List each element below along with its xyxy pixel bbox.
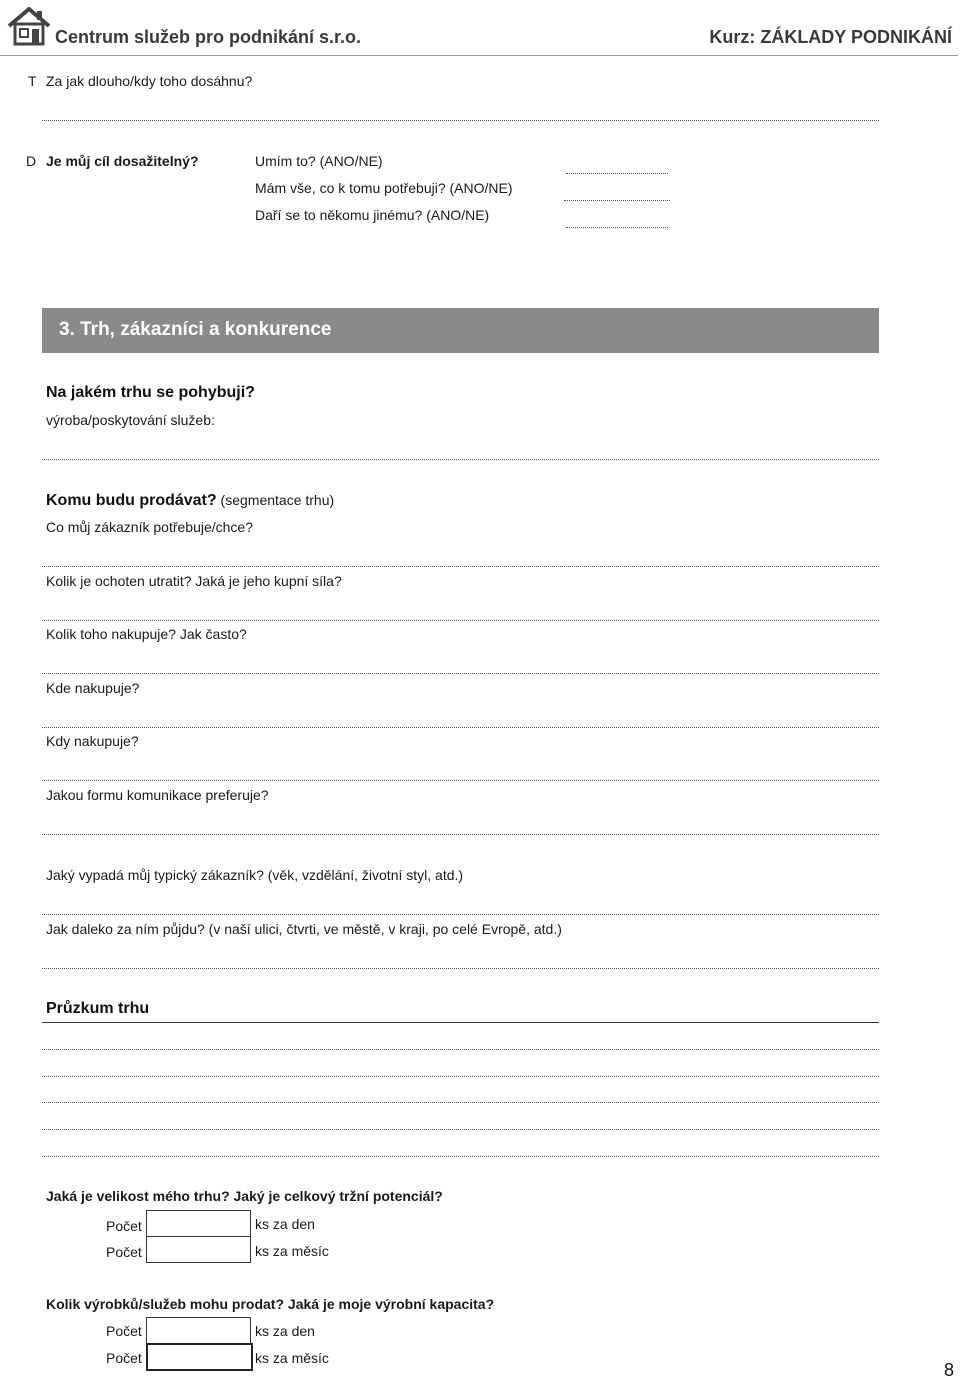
answer-line-when[interactable] bbox=[42, 780, 879, 781]
house-logo-icon bbox=[6, 5, 52, 47]
company-name: Centrum služeb pro podnikání s.r.o. bbox=[55, 27, 362, 47]
answer-line-where[interactable] bbox=[42, 727, 879, 728]
answer-line-needs[interactable] bbox=[42, 566, 879, 567]
unit-size-day: ks za den bbox=[255, 1216, 315, 1232]
section-heading-band bbox=[42, 308, 879, 353]
check-others-succeed: Daří se to někomu jinému? (ANO/NE) bbox=[255, 207, 490, 223]
customer-question-where: Kde nakupuje? bbox=[46, 680, 140, 696]
answer-line-research-4[interactable] bbox=[42, 1129, 879, 1130]
customer-question-needs: Co můj zákazník potřebuje/chce? bbox=[46, 519, 253, 535]
answer-line-how-far[interactable] bbox=[42, 968, 879, 969]
count-label-capacity-day: Počet bbox=[106, 1323, 142, 1339]
answer-line-typical-customer[interactable] bbox=[42, 914, 879, 915]
typical-customer-question: Jaký vypadá můj typický zákazník? (věk, vzdělání, životní styl, atd.) bbox=[46, 867, 464, 883]
answer-line-research-1[interactable] bbox=[42, 1049, 879, 1050]
course-title: Kurz: ZÁKLADY PODNIKÁNÍ bbox=[709, 27, 952, 47]
smart-t-question: Za jak dlouho/kdy toho dosáhnu? bbox=[46, 73, 253, 89]
unit-size-month: ks za měsíc bbox=[255, 1243, 329, 1259]
size-per-day-field[interactable] bbox=[146, 1210, 251, 1237]
sell-heading: Komu budu prodávat? bbox=[46, 492, 217, 509]
check-have-all: Mám vše, co k tomu potřebuji? (ANO/NE) bbox=[255, 180, 513, 196]
answer-line-frequency[interactable] bbox=[42, 673, 879, 674]
answer-line-communication[interactable] bbox=[42, 834, 879, 835]
sell-heading-line bbox=[46, 492, 334, 510]
capacity-question: Kolik výrobků/služeb mohu prodat? Jaká je moje výrobní kapacita? bbox=[46, 1296, 495, 1312]
segmentation-note: (segmentace trhu) bbox=[216, 492, 335, 508]
market-subtitle: výroba/poskytování služeb: bbox=[46, 412, 215, 428]
market-size-question: Jaká je velikost mého trhu? Jaký je celkový tržní potenciál? bbox=[46, 1188, 443, 1204]
answer-line-research-5[interactable] bbox=[42, 1156, 879, 1157]
market-heading: Na jakém trhu se pohybuji? bbox=[46, 384, 255, 401]
section-title: 3. Trh, zákazníci a konkurence bbox=[59, 319, 332, 340]
count-label-size-month: Počet bbox=[106, 1244, 142, 1260]
research-underline bbox=[42, 1022, 879, 1023]
check-can-do: Umím to? (ANO/NE) bbox=[255, 153, 383, 169]
answer-line-market[interactable] bbox=[42, 459, 879, 460]
page-number: 8 bbox=[943, 1360, 954, 1380]
how-far-question: Jak daleko za ním půjdu? (v naší ulici, čtvrti, ve městě, v kraji, po celé Evropě, atd.) bbox=[46, 921, 562, 937]
answer-line-t[interactable] bbox=[42, 120, 879, 121]
answer-line-have-all[interactable] bbox=[564, 200, 670, 201]
count-label-capacity-month: Počet bbox=[106, 1350, 142, 1366]
smart-t-letter: T bbox=[28, 73, 37, 89]
capacity-per-day-field[interactable] bbox=[146, 1317, 251, 1344]
unit-capacity-month: ks za měsíc bbox=[255, 1350, 329, 1366]
research-heading: Průzkum trhu bbox=[46, 1000, 150, 1017]
answer-line-research-3[interactable] bbox=[42, 1102, 879, 1103]
customer-question-frequency: Kolik toho nakupuje? Jak často? bbox=[46, 626, 247, 642]
customer-question-spend: Kolik je ochoten utratit? Jaká je jeho kupní síla? bbox=[46, 573, 342, 589]
capacity-per-month-field[interactable] bbox=[146, 1343, 253, 1371]
header-divider bbox=[0, 55, 958, 56]
answer-line-others-succeed[interactable] bbox=[566, 227, 668, 228]
smart-d-question: Je můj cíl dosažitelný? bbox=[46, 153, 199, 169]
customer-question-communication: Jakou formu komunikace preferuje? bbox=[46, 787, 269, 803]
answer-line-can-do[interactable] bbox=[566, 173, 668, 174]
count-label-size-day: Počet bbox=[106, 1218, 142, 1234]
unit-capacity-day: ks za den bbox=[255, 1323, 315, 1339]
customer-question-when: Kdy nakupuje? bbox=[46, 733, 139, 749]
answer-line-spend[interactable] bbox=[42, 620, 879, 621]
answer-line-research-2[interactable] bbox=[42, 1076, 879, 1077]
size-per-month-field[interactable] bbox=[146, 1236, 251, 1263]
smart-d-letter: D bbox=[26, 153, 37, 169]
